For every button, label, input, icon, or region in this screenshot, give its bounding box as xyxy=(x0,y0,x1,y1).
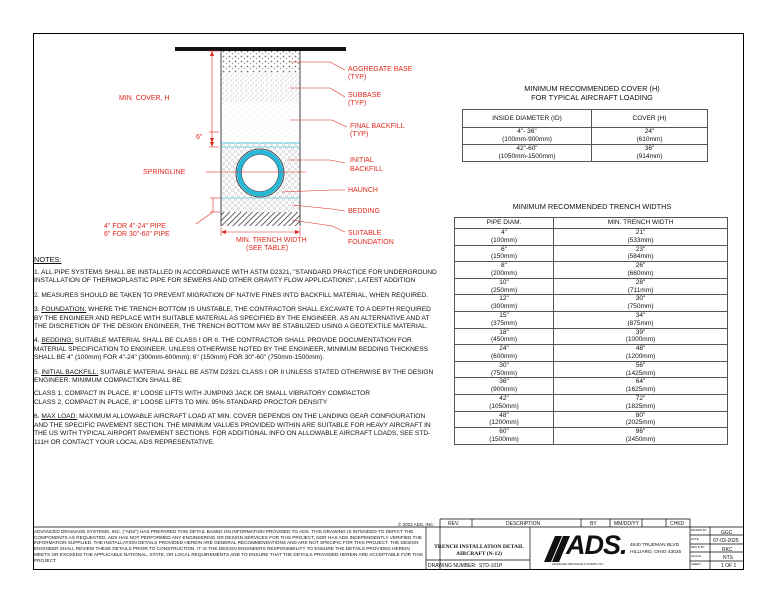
sheet-value: 1 OF 1 xyxy=(721,563,737,569)
trench-cell: 21" xyxy=(554,229,728,237)
disclaimer: ADVANCED DRAINAGE SYSTEMS, INC. ("ADS") HAS PREPARED THIS DETAIL BASED ON INFORMATION PROVIDED TO ADS. THIS DRAWING IS INTENDED TO DEPICT THE COMPONENTS AS REQUESTED. ADS HAS NOT PERFORMED ANY ENGINEERING OR DESIGN SERVICES FOR THIS PROJECT, NOR HAS ADS INDEPENDENTLY VERIFIED THE INFORMATION SUPPLIED. THE INSTALLATION DETAILS PROVIDED HEREIN ARE GENERAL RECOMMENDATIONS AND ARE NOT SPECIFIC FOR THIS PROJECT. THE DESIGN ENGINEER SHALL REVIEW THESE DETAILS PRIOR TO CONSTRUCTION. IT IS THE DESIGN ENGINEERS RESPONSIBILITY TO ENSURE THE DETAILS PROVIDED HEREIN MEETS OR EXCEEDS THE APPLICABLE NATIONAL, STATE, OR LOCAL REQUIREMENTS AND TO ENSURE THAT THE DETAILS PROVIDED HEREIN ARE ACCEPTABLE FOR THIS PROJECT. xyxy=(34,529,423,563)
trench-cell: (150mm) xyxy=(455,253,554,261)
trench-cell: 39" xyxy=(554,328,728,336)
note-2: 2. MEASURES SHOULD BE TAKEN TO PREVENT MIGRATION OF NATIVE FINES INTO BACKFILL MATERIAL, WHEN REQUIRED. xyxy=(34,291,428,299)
date-header: MM/DD/YY xyxy=(614,521,639,527)
trench-cell: 10" xyxy=(455,278,554,286)
aggregate-base-typ: (TYP) xyxy=(348,74,367,81)
trench-cell: (900mm) xyxy=(455,386,554,394)
cover-cell: 24" xyxy=(592,128,708,137)
subbase-typ: (TYP) xyxy=(348,100,367,107)
trench-cell: (2025mm) xyxy=(554,419,728,427)
bedding-thickness-label-1: 4" FOR 4"-24" PIPE xyxy=(104,223,166,230)
aggregate-base-label: AGGREGATE BASE xyxy=(348,66,413,73)
trench-cell: 15" xyxy=(455,311,554,319)
trench-cell: (1000mm) xyxy=(554,336,728,344)
date-label: DATE xyxy=(691,537,699,541)
note-5-class-2: CLASS 2, COMPACT IN PLACE, 8" LOOSE LIFTS TO MIN. 95% STANDARD PROCTOR DENSITY xyxy=(34,398,328,406)
trench-cell: 36" xyxy=(455,378,554,386)
ads-logo: ADS. xyxy=(566,530,627,560)
six-inch-label: 6" xyxy=(196,134,203,141)
bedding-label: BEDDING xyxy=(348,208,380,215)
trench-cell: (200mm) xyxy=(455,270,554,278)
trench-cell: (1050mm) xyxy=(455,403,554,411)
trench-cell: (300mm) xyxy=(455,303,554,311)
sheet-label: SHEET xyxy=(691,562,702,566)
see-table-label: (SEE TABLE) xyxy=(246,245,289,252)
trench-cell: 60" xyxy=(455,428,554,436)
reviewed-by-label: REV'D BY xyxy=(691,545,705,549)
trench-cell: 72" xyxy=(554,394,728,402)
trench-cell: (1825mm) xyxy=(554,403,728,411)
trench-cell: (250mm) xyxy=(455,287,554,295)
final-backfill-typ: (TYP) xyxy=(350,131,369,138)
date-value: 07-03-2025 xyxy=(713,538,739,544)
trench-cell: 23" xyxy=(554,245,728,253)
trench-cell: 8" xyxy=(455,262,554,270)
note-3: 3. FOUNDATION: WHERE THE TRENCH BOTTOM IS UNSTABLE, THE CONTRACTOR SHALL EXCAVATE TO A DEPTH REQUIRED BY THE ENGINEER AND REPLACE WITH SUITABLE MATERIAL AS SPECIFIED BY THE ENGINEER. AS AN ALTERNATIVE AND AT THE DISCRETION OF THE DESIGN ENGINEER, THE TRENCH BOTTOM MAY BE STABILIZED USING A GEOTEXTILE MATERIAL. xyxy=(34,306,431,331)
trench-cell: 48" xyxy=(455,411,554,419)
cover-cell: 4"- 36" xyxy=(463,128,592,137)
initial-backfill-label: INITIAL xyxy=(350,157,374,164)
trench-cell: 64" xyxy=(554,378,728,386)
note-5-class-1: CLASS 1, COMPACT IN PLACE, 8" LOOSE LIFTS WITH JUMPING JACK OR SMALL VIBRATORY COMPACTOR xyxy=(34,390,371,398)
haunch-label: HAUNCH xyxy=(348,187,378,194)
trench-cell: 34" xyxy=(554,311,728,319)
copyright: © 2022 ADS, INC. xyxy=(398,522,435,527)
note-1: 1. ALL PIPE SYSTEMS SHALL BE INSTALLED IN ACCORDANCE WITH ASTM D2321, "STANDARD PRACTICE FOR UNDERGROUND INSTALLATION OF THERMOPLASTIC PIPE FOR SEWERS AND OTHER GRAVITY FLOW APPLICATIONS", LATEST ADDITION xyxy=(34,269,437,285)
trench-cell: (600mm) xyxy=(455,353,554,361)
chkd-header: CHKD xyxy=(670,521,685,527)
trench-cell: (1625mm) xyxy=(554,386,728,394)
trench-cell: (1200mm) xyxy=(554,353,728,361)
trench-header-diam: PIPE DIAM. xyxy=(455,218,554,229)
initial-backfill-label-2: BACKFILL xyxy=(350,166,384,173)
rev-header: REV. xyxy=(448,521,460,527)
cover-cell: (914mm) xyxy=(592,153,708,162)
cover-cell: (1050mm-1500mm) xyxy=(463,153,592,162)
trench-cell: (660mm) xyxy=(554,270,728,278)
trench-cell: (750mm) xyxy=(455,370,554,378)
trench-cell: (533mm) xyxy=(554,237,728,245)
trench-cell: 30" xyxy=(554,295,728,303)
trench-cell: (1200mm) xyxy=(455,419,554,427)
trench-cell: 42" xyxy=(455,394,554,402)
drawing-number-label: DRAWING NUMBER: xyxy=(428,563,477,569)
trench-cell: (750mm) xyxy=(554,303,728,311)
cover-cell: (100mm-900mm) xyxy=(463,136,592,145)
note-5: 5. INITIAL BACKFILL: SUITABLE MATERIAL SHALL BE ASTM D2321 CLASS I OR II UNLESS STATED OTHERWISE BY THE DESIGN ENGINEER. MINIMUM COMPACTION SHALL BE: xyxy=(34,368,434,385)
trench-cell: (1500mm) xyxy=(455,436,554,444)
min-trench-width-label: MIN. TRENCH WIDTH xyxy=(236,237,307,244)
trench-cell: 80" xyxy=(554,411,728,419)
cover-cell: 36" xyxy=(592,145,708,154)
scale-value: NTS xyxy=(723,555,733,561)
scale-label: SCALE xyxy=(691,554,701,558)
note-6: 6. MAX LOAD: MAXIMUM ALLOWABLE AIRCRAFT LOAD AT MIN. COVER DEPENDS ON THE LANDING GEAR CONFIGURATION AND THE SPECIFIC PAVEMENT SECTION. THE MINIMUM VALUES PROVIDED WITHIN ARE SUITABLE FOR HEAVY AIRCRAFT IN THE US WITH TYPICAL AIRPORT PAVEMENT SECTIONS. FOR ADDITIONAL INFO ON ALLOWABLE AIRCRAFT LOADS, SEE STD-111H OR CONTACT YOUR LOCAL ADS REPRESENTATIVE. xyxy=(34,413,431,446)
description-header: DESCRIPTION xyxy=(506,521,541,527)
drawn-by-label: DRAWN BY xyxy=(691,528,708,532)
springline-label: SPRINGLINE xyxy=(143,169,186,176)
trench-cell: (711mm) xyxy=(554,287,728,295)
cover-cell: (610mm) xyxy=(592,136,708,145)
suitable-foundation-label: SUITABLE xyxy=(348,230,382,237)
final-backfill-label: FINAL BACKFILL xyxy=(350,123,405,130)
trench-header-width: MIN. TRENCH WIDTH xyxy=(554,218,728,229)
trench-cell: 96" xyxy=(554,428,728,436)
trench-cell: 12" xyxy=(455,295,554,303)
trench-table-title: MINIMUM RECOMMENDED TRENCH WIDTHS xyxy=(512,202,672,211)
trench-cell: (2450mm) xyxy=(554,436,728,444)
suitable-foundation-label-2: FOUNDATION xyxy=(348,239,394,246)
address-line-1: 4640 TRUEMAN BLVD xyxy=(630,543,680,548)
trench-cell: (875mm) xyxy=(554,320,728,328)
trench-cell: 28" xyxy=(554,278,728,286)
reviewed-by-value: RKC xyxy=(722,547,733,553)
by-header: BY xyxy=(590,521,597,527)
drawing-number: STD-101P xyxy=(479,563,503,569)
trench-cell: 6" xyxy=(455,245,554,253)
trench-cell: (1425mm) xyxy=(554,370,728,378)
trench-cell: 56" xyxy=(554,361,728,369)
trench-cell: (375mm) xyxy=(455,320,554,328)
trench-cell: 24" xyxy=(455,345,554,353)
note-4: 4. BEDDING: SUITABLE MATERIAL SHALL BE CLASS I OR II. THE CONTRACTOR SHALL PROVIDE DOCUMENTATION FOR MATERIAL SPECIFICATION TO ENGINEER. UNLESS OTHERWISE NOTED BY THE ENGINEER, MINIMUM BEDDING THICKNESS SHALL BE 4" (100mm) FOR 4"-24" (300mm-600mm); 6" (150mm) FOR 30"-60" (750mm-1500mm). xyxy=(34,337,429,362)
trench-cell: 48" xyxy=(554,345,728,353)
drawing-title: TRENCH INSTALLATION DETAIL AIRCRAFT (N-12) xyxy=(434,544,524,557)
cover-header-id: INSIDE DIAMETER (ID) xyxy=(463,110,592,128)
trench-cell: (584mm) xyxy=(554,253,728,261)
notes-title: NOTES: xyxy=(34,255,62,264)
trench-cell: 18" xyxy=(455,328,554,336)
subbase-label: SUBBASE xyxy=(348,92,382,99)
drawn-by-value: GGC xyxy=(721,530,733,536)
address-line-2: HILLIARD, OHIO 43026 xyxy=(630,550,682,555)
trench-cell: (100mm) xyxy=(455,237,554,245)
trench-cell: 4" xyxy=(455,229,554,237)
cover-cell: 42"-60" xyxy=(463,145,592,154)
trench-cell: 30" xyxy=(455,361,554,369)
bedding-thickness-label-2: 6" FOR 30"-60" PIPE xyxy=(104,231,170,238)
trench-cell: (450mm) xyxy=(455,336,554,344)
cover-header-h: COVER (H) xyxy=(592,110,708,128)
trench-cell: 26" xyxy=(554,262,728,270)
cover-table-title: MINIMUM RECOMMENDED COVER (H) FOR TYPICAL AIRCRAFT LOADING xyxy=(524,84,660,102)
ads-logo-sub: ADVANCED DRAINAGE SYSTEMS, INC. xyxy=(552,562,605,566)
min-cover-label: MIN. COVER, H xyxy=(119,95,170,102)
